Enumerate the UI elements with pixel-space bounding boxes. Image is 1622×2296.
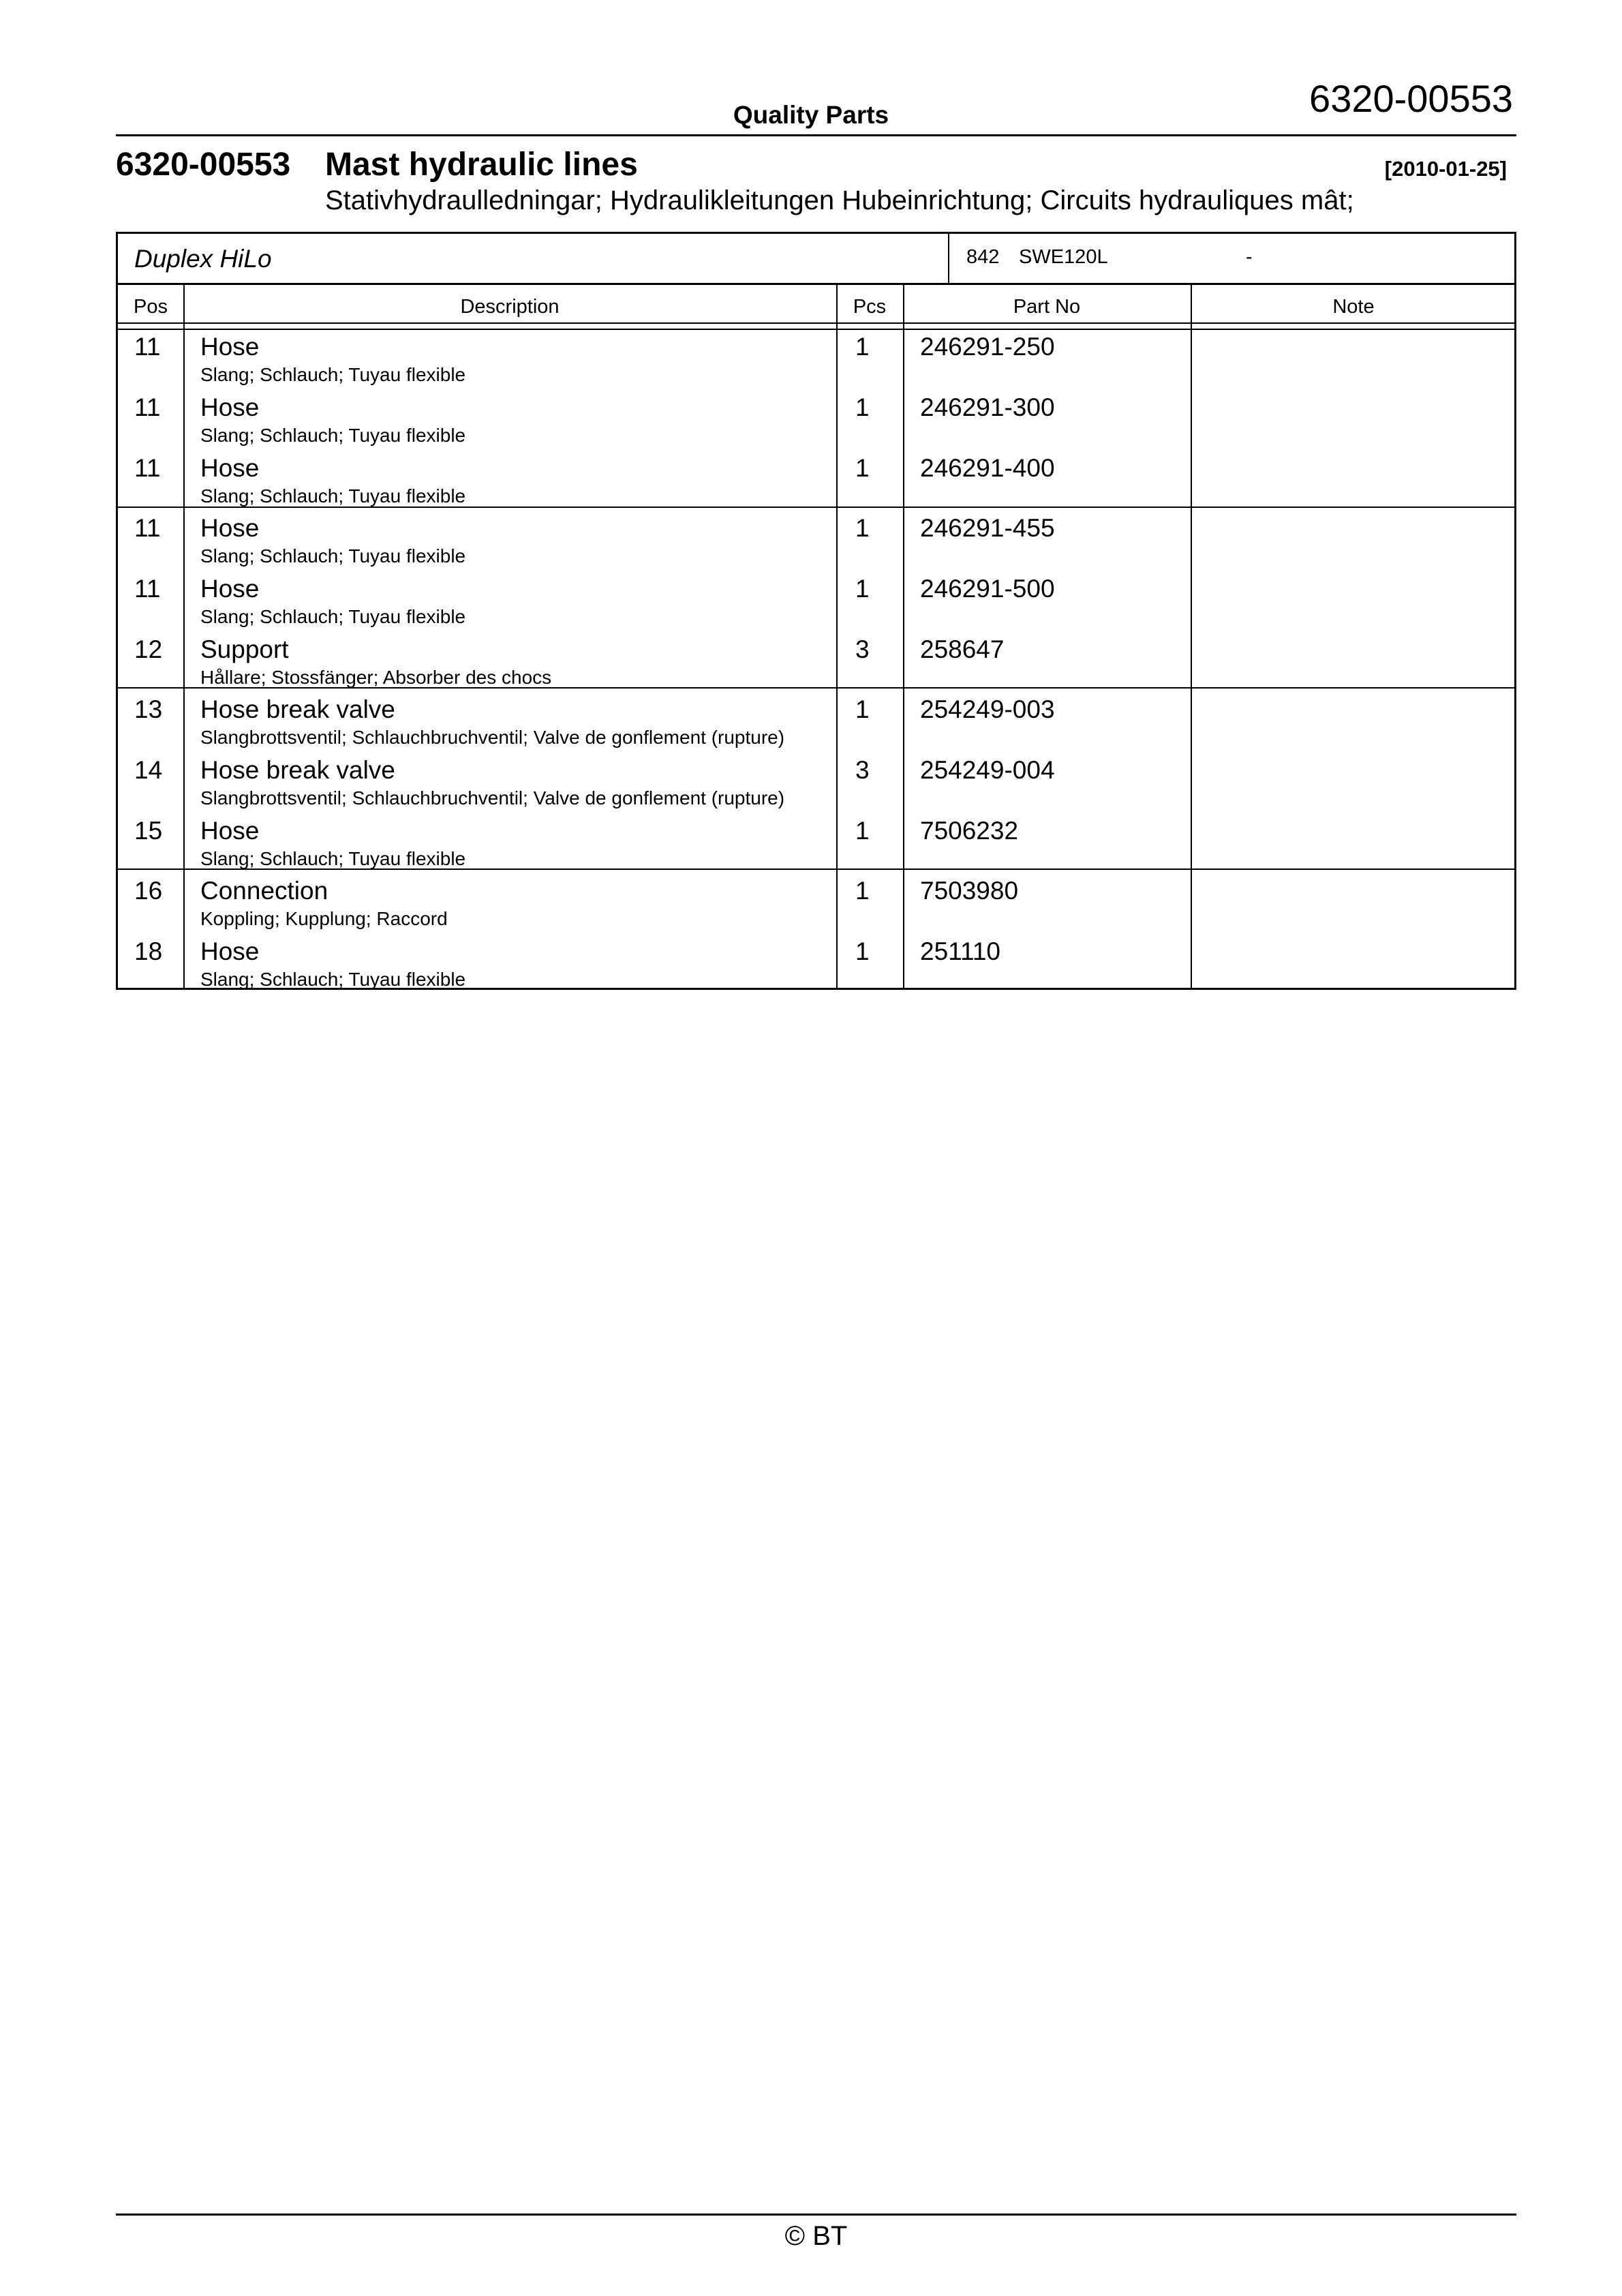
row-pos: 11 — [134, 514, 161, 542]
footer-divider — [116, 2214, 1516, 2216]
row-pos: 14 — [134, 756, 163, 784]
row-pos: 13 — [134, 695, 163, 723]
row-pos: 18 — [134, 937, 163, 965]
row-part-no: 7503980 — [920, 877, 1019, 905]
table-row — [118, 633, 1514, 693]
parts-table — [116, 285, 1516, 990]
row-pos: 11 — [134, 575, 161, 603]
row-translation: Slang; Schlauch; Tuyau flexible — [200, 606, 466, 627]
column-header-description: Description — [460, 296, 560, 318]
row-pcs: 1 — [855, 575, 870, 603]
row-translation: Slang; Schlauch; Tuyau flexible — [200, 969, 466, 990]
model-info-box — [116, 232, 1516, 285]
row-pos: 15 — [134, 817, 163, 845]
row-pcs: 1 — [855, 695, 870, 723]
row-description: Hose break valve — [200, 756, 395, 784]
model-name: Duplex HiLo — [134, 245, 272, 273]
row-description: Hose — [200, 333, 260, 361]
table-row — [118, 330, 1514, 391]
row-part-no: 246291-300 — [920, 393, 1055, 421]
row-description: Support — [200, 635, 289, 663]
model-extra: - — [1246, 246, 1253, 268]
table-row — [118, 753, 1514, 814]
info-divider — [948, 234, 949, 283]
row-description: Connection — [200, 877, 328, 905]
header-divider — [116, 134, 1516, 136]
row-pos: 11 — [134, 333, 161, 361]
column-header-pcs: Pcs — [853, 296, 887, 318]
row-pcs: 1 — [855, 333, 870, 361]
row-part-no: 246291-250 — [920, 333, 1055, 361]
row-part-no: 7506232 — [920, 817, 1019, 845]
row-pcs: 3 — [855, 635, 870, 663]
row-description: Hose — [200, 514, 260, 542]
document-date: [2010-01-25] — [1384, 157, 1507, 181]
column-header-note: Note — [1332, 296, 1375, 318]
row-part-no: 258647 — [920, 635, 1005, 663]
document-subtitle: Stativhydraulledningar; Hydraulikleitungen Hubeinrichtung; Circuits hydrauliques mât; — [325, 185, 1354, 215]
row-description: Hose — [200, 937, 260, 965]
column-header-part-no: Part No — [1013, 296, 1081, 318]
row-translation: Slangbrottsventil; Schlauchbruchventil; Valve de gonflement (rupture) — [200, 727, 785, 748]
model-code: 842 — [966, 246, 1000, 268]
table-row — [118, 814, 1514, 875]
row-translation: Slang; Schlauch; Tuyau flexible — [200, 425, 466, 446]
row-pos: 11 — [134, 454, 161, 482]
row-part-no: 246291-400 — [920, 454, 1055, 482]
row-translation: Slang; Schlauch; Tuyau flexible — [200, 848, 466, 869]
header-doc-number: 6320-00553 — [1309, 77, 1513, 120]
row-translation: Slang; Schlauch; Tuyau flexible — [200, 485, 466, 507]
table-row — [118, 874, 1514, 935]
row-pos: 16 — [134, 877, 163, 905]
row-translation: Slang; Schlauch; Tuyau flexible — [200, 364, 466, 385]
row-part-no: 254249-004 — [920, 756, 1055, 784]
document-number: 6320-00553 — [116, 147, 291, 183]
footer-copyright: © BT — [784, 2221, 848, 2251]
row-part-no: 254249-003 — [920, 695, 1055, 723]
row-pos: 12 — [134, 635, 163, 663]
row-part-no: 251110 — [920, 937, 1000, 965]
model-type: SWE120L — [1019, 246, 1108, 268]
row-pcs: 1 — [855, 393, 870, 421]
row-translation: Slang; Schlauch; Tuyau flexible — [200, 545, 466, 567]
row-pcs: 1 — [855, 514, 870, 542]
row-pcs: 1 — [855, 937, 870, 965]
row-pos: 11 — [134, 393, 161, 421]
row-description: Hose — [200, 575, 260, 603]
document-title: Mast hydraulic lines — [325, 147, 638, 183]
row-translation: Hållare; Stossfänger; Absorber des chocs — [200, 667, 552, 688]
row-pcs: 1 — [855, 454, 870, 482]
column-header-pos: Pos — [134, 296, 168, 318]
row-description: Hose break valve — [200, 695, 395, 723]
row-part-no: 246291-500 — [920, 575, 1055, 603]
table-row — [118, 693, 1514, 753]
table-row — [118, 451, 1514, 512]
table-row — [118, 572, 1514, 633]
table-row — [118, 935, 1514, 995]
table-row — [118, 511, 1514, 572]
row-pcs: 3 — [855, 756, 870, 784]
row-pcs: 1 — [855, 877, 870, 905]
row-translation: Slangbrottsventil; Schlauchbruchventil; Valve de gonflement (rupture) — [200, 787, 785, 809]
row-description: Hose — [200, 393, 260, 421]
row-translation: Koppling; Kupplung; Raccord — [200, 908, 448, 929]
row-description: Hose — [200, 817, 260, 845]
row-description: Hose — [200, 454, 260, 482]
row-part-no: 246291-455 — [920, 514, 1055, 542]
table-row — [118, 391, 1514, 451]
row-pcs: 1 — [855, 817, 870, 845]
header-title: Quality Parts — [733, 101, 889, 129]
header-line — [118, 322, 1514, 324]
